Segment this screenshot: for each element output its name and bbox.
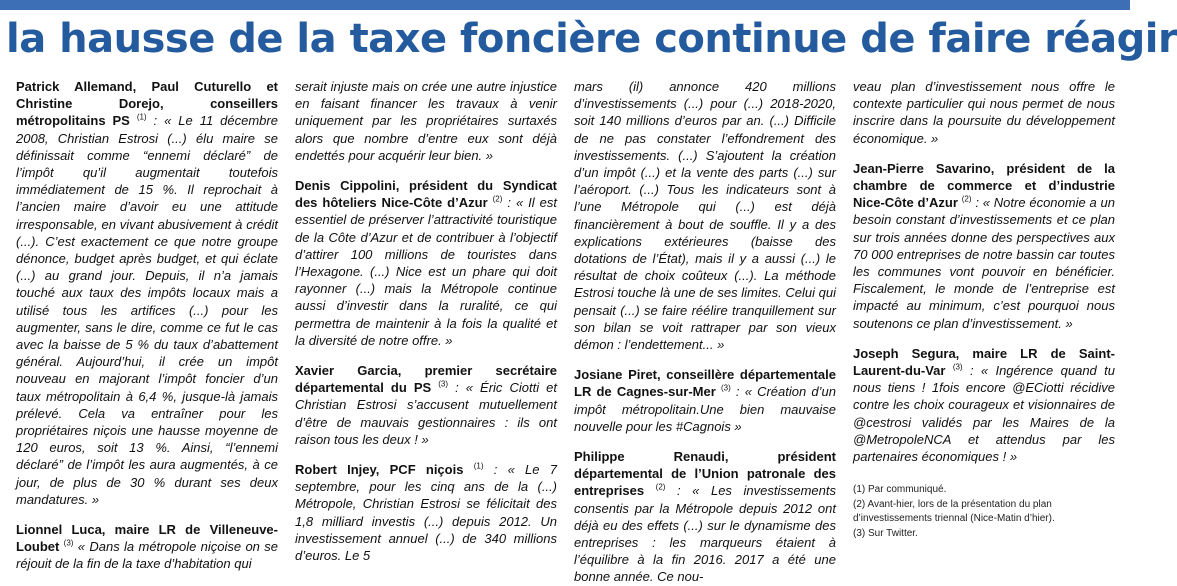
article-column-3 xyxy=(574,78,836,585)
quote-text: : « Ingérence quand tu nous tiens ! 1fois encore @ECiotti récidive contre les choix courageux et visionnaires de @cestrosi validés par les Maires de la @MetropoleNCA et attendus par les partenaires économiques ! » xyxy=(853,363,1115,465)
footnotes xyxy=(853,483,1115,541)
quote-text: : « Le 7 septembre, pour les cinq ans de la (...) Métropole, Christian Estrosi se félicitait des 1,8 milliard investis (...) depuis 2012. Un investissement annuel (...) de 340 millions d’euros. Le 5 xyxy=(295,462,557,564)
speaker-name: Jean-Pierre Savarino, président de la chambre de commerce et d’industrie Nice-Côte d’Azur xyxy=(853,160,1115,211)
quote-text: serait injuste mais on crée une autre injustice en faisant financer les travaux à venir uniquement par les propriétaires surtaxés alors que nombre d’entre eux sont déjà endettés pour acquérir leur bien. » xyxy=(295,79,557,163)
top-color-bar xyxy=(0,0,1130,10)
speaker-name: Xavier Garcia, premier secrétaire départemental du PS xyxy=(295,363,557,396)
article-headline: la hausse de la taxe foncière continue de faire réagir xyxy=(6,16,1177,62)
quote-text: : « Création d’un impôt métropolitain.Une bien mauvaise nouvelle pour les #Cagnois » xyxy=(574,384,836,434)
quote-paragraph xyxy=(853,78,1115,147)
quote-text: : « Notre économie a un besoin constant d’investissements et ce plan sur trois années donne des perspectives aux 70 000 entreprises de notre bassin car toutes les communes vont pouvoir en bénéficier. Fiscalement, le monde de l’entreprise est impacté au minimum, c’est pourquoi nous soutenons ce plan d’investissement. » xyxy=(853,195,1116,331)
article-column-1 xyxy=(16,78,278,572)
quote-paragraph xyxy=(574,366,836,435)
speaker-name: Joseph Segura, maire LR de Saint-Laurent-du-Var xyxy=(853,345,1115,379)
footnote-ref: (3) xyxy=(720,384,731,394)
footnote-1: (1) Par communiqué. xyxy=(853,484,947,496)
quote-paragraph xyxy=(853,345,1115,465)
footnote-ref: (3) xyxy=(438,379,449,389)
quote-text: : « Il est essentiel de préserver l’attractivité touristique de la Côte d’Azur et de contribuer à l’objectif d’attirer 100 millions de touristes dans l’Hexagone. (...) Nice est un phare qui doit rayonner (...) mais la Métropole continue aussi d’investir dans la ruralité, ce qui permettra de maintenir à la fois la qualité et la diversité de notre offre. » xyxy=(295,195,557,348)
footnote-ref: (2) xyxy=(961,194,972,204)
footnote-2: (2) Avant-hier, lors de la présentation du plan d’investissements triennal (Nice-Matin d’hier). xyxy=(853,498,1055,525)
quote-paragraph xyxy=(853,160,1115,332)
quote-paragraph xyxy=(295,461,557,564)
article-column-2 xyxy=(295,78,557,568)
footnote-ref: (2) xyxy=(492,194,503,204)
footnote-ref: (1) xyxy=(473,461,484,471)
quote-paragraph xyxy=(295,177,557,349)
quote-text: mars (il) annonce 420 millions d’investissements (...) pour (...) 2018-2020, soit 140 millions d’euros par an. (...) Difficile de ne pas constater l’effondrement des investissements. (...) S’ajoutent la création d’un impôt (...) et la vente des parts (...) sur l’aéroport. (...) Tous les indicateurs sont à l’une Métropole qui (...) est déjà financièrement à bout de souffle. Il y a des explications extérieures (baisse des dotations de l’État), mais il y a aussi (...) le résultat de choix coûteux (...). La méthode Estrosi touche là une de ses limites. Celui qui pensait (...) se faire réélire tranquillement sur son bilan se voit rattraper par son vieux démon : l’endettement... » xyxy=(574,79,836,353)
quote-paragraph xyxy=(574,448,836,586)
speaker-name: Denis Cippolini, président du Syndicat des hôteliers Nice-Côte d’Azur xyxy=(295,178,557,211)
quote-text: : « Éric Ciotti et Christian Estrosi s’accusent mutuellement d’être de mauvais gestionnaires : ils ont raison tous les deux ! » xyxy=(295,380,557,447)
quote-text: « Dans la métropole niçoise on se réjouit de la fin de la taxe d’habitation qui xyxy=(16,539,278,572)
quote-text: veau plan d’investissement nous offre le contexte particulier qui nous permet de nous inscrire dans la poursuite du développement économique. » xyxy=(853,79,1115,146)
speaker-name: Robert Injey, PCF niçois xyxy=(295,462,464,478)
footnote-ref: (2) xyxy=(655,483,666,493)
speaker-name: Josiane Piret, conseillère départementale LR de Cagnes-sur-Mer xyxy=(574,367,836,400)
quote-paragraph xyxy=(295,362,557,448)
quote-paragraph xyxy=(574,78,836,353)
quote-paragraph xyxy=(16,521,278,573)
quote-text: : « Les investissements consentis par la Métropole depuis 2012 ont déjà eu des effets (...) sur le dynamisme des entreprises : les marqueurs étaient à l’équilibre à la fin 2016. 2017 a été une bonne année. Ce nou- xyxy=(574,483,836,585)
quote-paragraph xyxy=(295,78,557,164)
article-column-4 xyxy=(853,78,1115,568)
quote-paragraph xyxy=(16,78,278,508)
footnote-3: (3) Sur Twitter. xyxy=(853,527,918,539)
quote-text: : « Le 11 décembre 2008, Christian Estrosi (...) élu maire se définissait comme “ennemi déclaré” de l’impôt qu’il augmentait toutefois immédiatement de 15 %. Il reprochait à l’ancien maire d’avoir eu une attitude irresponsable, en vivant abusivement à crédit (...). C’est exactement ce que notre groupe dénonce, budget après budget, et qui éclate (...) au grand jour. Depuis, il n’a jamais touché aux taux des impôts locaux mais a utilisé tous les artifices (...) pour les augmenter, sans le dire, comme ce fut le cas avec la baisse de 5 % du taux d’abattement général. Aujourd’hui, il crée un impôt nouveau en majorant l’impôt foncier d’un taux métropolitain à 6,4 %, jusque-là jamais prélevé. Cela va entraîner pour les propriétaires niçois une hausse moyenne de 120 euros, soit 13 %. Ainsi, “l’ennemi déclaré” de l’impôt les aura augmentés, à ce jour, de plus de 30 % durant ses deux mandatures. » xyxy=(16,113,278,507)
footnote-ref: (3) xyxy=(952,362,963,372)
speaker-name: Patrick Allemand, Paul Cuturello et Christine Dorejo, conseillers métropolitains PS xyxy=(16,79,278,129)
speaker-name: Lionnel Luca, maire LR de Villeneuve-Loubet xyxy=(16,522,278,555)
footnote-ref: (1) xyxy=(136,113,147,123)
footnote-ref: (3) xyxy=(63,538,74,548)
speaker-name: Philippe Renaudi, président départemental de l’Union patronale des entreprises xyxy=(574,449,836,499)
